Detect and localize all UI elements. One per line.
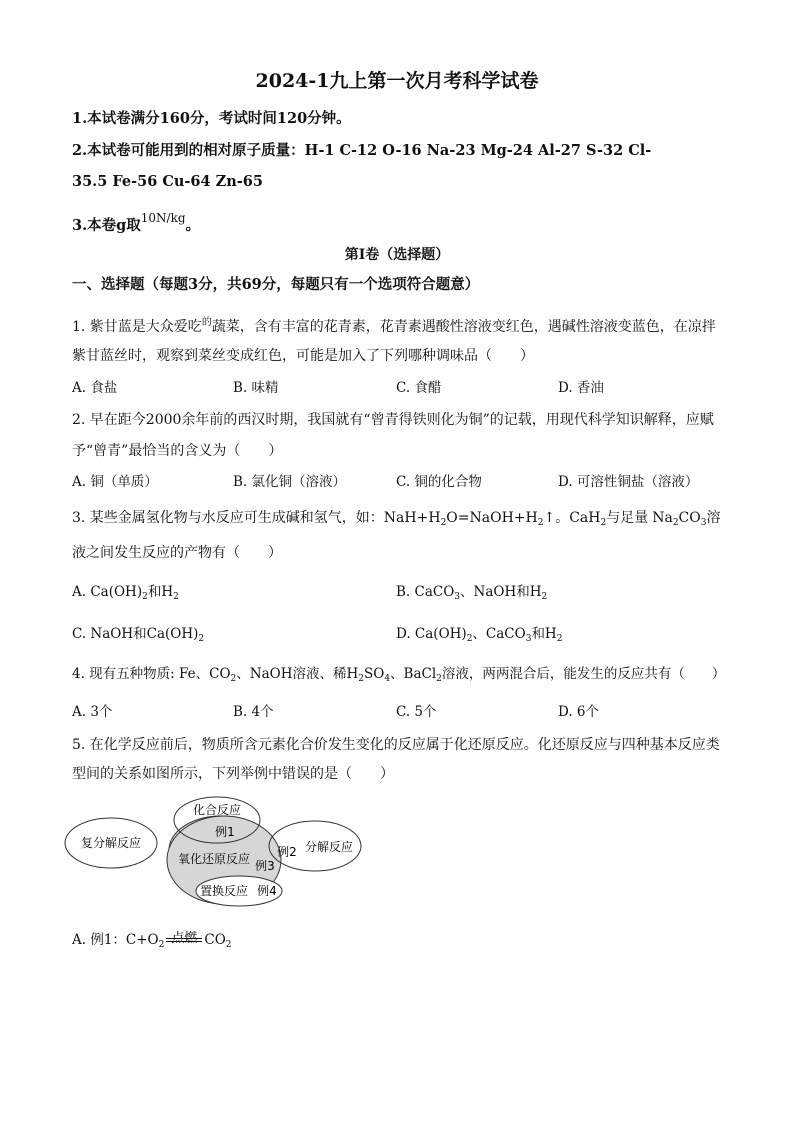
q4-t8: 2	[436, 674, 442, 684]
q5a-1: A. 例1：C+O	[72, 932, 159, 948]
q3b-3: 、NaOH和H	[460, 584, 542, 600]
q3b-2: 3	[454, 592, 461, 602]
q1-option-c[interactable]: C. 食醋	[396, 380, 442, 396]
q2-line-2: 予“曾青”最恰当的含义为（ ）	[72, 443, 283, 459]
q4-t7: 、BaCl	[390, 666, 437, 682]
q4-t6: 4	[384, 674, 391, 684]
q3-t4: 2	[537, 518, 544, 528]
q3a-4: 2	[173, 592, 179, 602]
q3-line-2: 液之间发生反应的产物有（ ）	[72, 545, 282, 561]
q1-text-a: 1. 紫甘蓝是大众爱吃	[72, 319, 202, 335]
exam-title: 2024-1九上第一次月考科学试卷	[255, 70, 539, 92]
note-3-text: 3.本卷g取	[72, 217, 141, 234]
note-3-end: 。	[185, 217, 201, 234]
q3-option-a[interactable]	[72, 582, 179, 607]
q3-t10: CO	[678, 510, 701, 526]
q5a-2: 2	[158, 940, 165, 950]
label-example-3: 例3	[255, 859, 275, 873]
q2-option-a[interactable]: A. 铜（单质）	[72, 474, 158, 490]
q1-option-d[interactable]: D. 香油	[558, 380, 604, 396]
reaction-venn-diagram	[64, 790, 374, 920]
q3-t5: ↑。CaH	[543, 510, 601, 526]
q3d-6: 2	[556, 634, 563, 644]
label-example-4: 例4	[257, 884, 277, 898]
note-1: 1.本试卷满分160分，考试时间120分钟。	[72, 110, 351, 127]
q5a-3: CO	[204, 932, 226, 948]
q3-t9: 2	[672, 518, 679, 528]
q1-line-1	[72, 313, 716, 337]
q5-option-a[interactable]	[72, 928, 232, 950]
label-decomposition: 分解反应	[304, 840, 354, 854]
q3-option-d[interactable]	[396, 624, 562, 649]
q3-t8: Na	[652, 510, 673, 526]
q2-option-c[interactable]: C. 铜的化合物	[396, 474, 482, 490]
q3-t12: 溶	[706, 510, 721, 526]
q5a-4: 2	[225, 940, 232, 950]
section-title: 第Ⅰ卷（选择题）	[344, 247, 450, 263]
q2-option-d[interactable]: D. 可溶性铜盐（溶液）	[558, 474, 699, 490]
q4-t4: 2	[358, 674, 364, 684]
label-combination: 化合反应	[192, 803, 242, 817]
q5-line-2: 型间的关系如图所示，下列举例中错误的是（ ）	[72, 766, 394, 782]
q3d-3: 、CaCO	[472, 626, 526, 642]
q3c-1: C. NaOH和Ca(OH)	[72, 626, 199, 642]
note-2-line-1: 2.本试卷可能用到的相对原子质量：H-1 C-12 O-16 Na-23 Mg-24 Al-27 S-32 Cl-	[72, 142, 652, 159]
q3-option-c[interactable]	[72, 624, 204, 649]
q3d-1: D. Ca(OH)	[396, 626, 467, 642]
q4-line-1	[72, 664, 725, 689]
q3a-1: A. Ca(OH)	[72, 584, 143, 600]
q3-line-1	[72, 508, 720, 533]
q5-line-1: 5. 在化学反应前后，物质所含元素化合价发生变化的反应属于化还原反应。化还原反应与四种基本反应类	[72, 737, 720, 753]
label-double-decomposition: 复分解反应	[80, 836, 142, 850]
q3-t7: 与足量	[606, 510, 649, 526]
q3d-2: 2	[466, 634, 473, 644]
q3a-2: 2	[142, 592, 148, 602]
q1-text-c: 蔬菜，含有丰富的花青素，花青素遇酸性溶液变红色，遇碱性溶液变蓝色，在凉拌	[211, 319, 716, 335]
q3-t2: 2	[440, 518, 447, 528]
q4-t1: 4. 现有五种物质: Fe、CO	[72, 666, 231, 682]
part-heading: 一、选择题（每题3分，共69分，每题只有一个选项符合题意）	[72, 276, 480, 293]
q2-option-b[interactable]: B. 氯化铜（溶液）	[233, 474, 347, 490]
q3b-4: 2	[541, 592, 548, 602]
q3-t11: 3	[700, 518, 707, 528]
q3b-1: B. CaCO	[396, 584, 455, 600]
label-redox: 氧化还原反应	[177, 852, 251, 866]
q3d-5: 和H	[531, 626, 557, 642]
label-example-2: 例2	[277, 845, 297, 859]
q1-text-b: 的	[201, 317, 212, 328]
q4-t9: 溶液，两两混合后，能发生的反应共有（ ）	[441, 666, 726, 682]
q3c-2: 2	[198, 634, 205, 644]
q4-option-b[interactable]: B. 4个	[233, 704, 274, 720]
label-example-1: 例1	[215, 825, 235, 839]
q4-option-c[interactable]: C. 5个	[396, 704, 437, 720]
q1-option-a[interactable]: A. 食盐	[72, 380, 118, 396]
q1-line-2: 紫甘蓝丝时，观察到菜丝变成红色，可能是加入了下列哪种调味品（ ）	[72, 348, 534, 364]
label-displacement: 置换反应	[199, 884, 249, 898]
q1-option-b[interactable]: B. 味精	[233, 380, 279, 396]
q2-line-1: 2. 早在距今2000余年前的西汉时期，我国就有“曾青得铁则化为铜”的记载，用现代科学知识解释，应赋	[72, 412, 714, 428]
q5a-condition: 点燃	[171, 931, 198, 946]
q3-t6: 2	[600, 518, 607, 528]
q3d-4: 3	[525, 634, 532, 644]
q3-t1: 3. 某些金属氢化物与水反应可生成碱和氢气，如：NaH+H	[72, 510, 441, 526]
note-3-unit: 10N/kg	[140, 211, 186, 225]
q4-option-a[interactable]: A. 3个	[72, 704, 113, 720]
q4-option-d[interactable]: D. 6个	[558, 704, 600, 720]
q4-t3: 、NaOH溶液、稀H	[236, 666, 359, 682]
note-2-line-2: 35.5 Fe-56 Cu-64 Zn-65	[72, 173, 263, 190]
q3a-3: 和H	[147, 584, 174, 600]
q3-t3: O=NaOH+H	[446, 510, 538, 526]
note-3	[72, 208, 200, 236]
q4-t5: SO	[363, 666, 385, 682]
q3-option-b[interactable]	[396, 582, 547, 607]
q4-t2: 2	[230, 674, 237, 684]
